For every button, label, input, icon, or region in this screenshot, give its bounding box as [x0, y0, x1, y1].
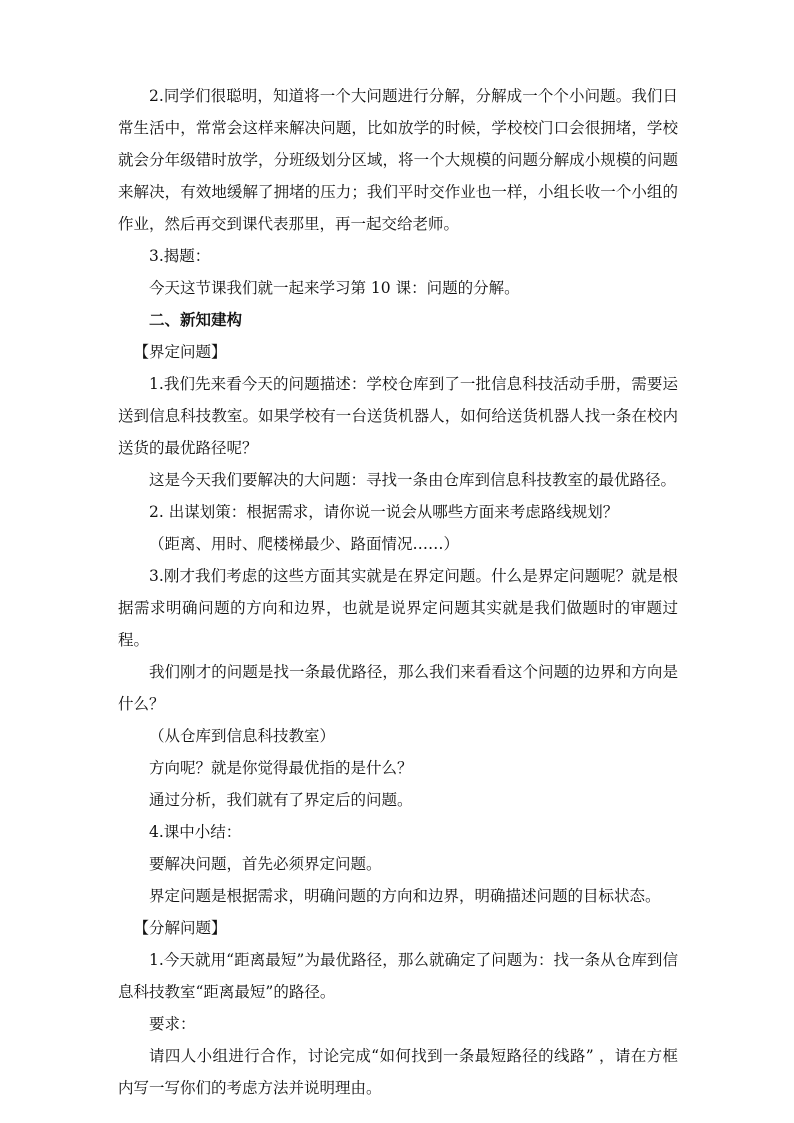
paragraph-summary-1: 要解决问题，首先必须界定问题。	[149, 855, 382, 873]
paragraph-boundary-question: 我们刚才的问题是找一条最优路径，那么我们来看看这个问题的边界和方向是什么？	[118, 663, 678, 713]
paragraph-requirements-label: 要求：	[149, 1015, 196, 1033]
paragraph-brainstorm-answers: （距离、用时、爬楼梯最少、路面情况……）	[149, 535, 460, 553]
paragraph-summary-label: 4.课中小结：	[149, 823, 242, 841]
paragraph-boundary-answer: （从仓库到信息科技教室）	[149, 727, 336, 745]
paragraph-big-problem: 这是今天我们要解决的大问题：寻找一条由仓库到信息科技教室的最优路径。	[149, 471, 677, 489]
paragraph-example-decomposition: 2.同学们很聪明，知道将一个大问题进行分解，分解成一个个小问题。我们日常生活中，常常会这样来解决问题，比如放学的时候，学校校门口会很拥堵，学校就会分年级错时放学，分班级划分区域，将一个大规模的问题分解成小规模的问题来解决，有效地缓解了拥堵的压力；我们平时交作业也一样，小组长收一个小组的作业，然后再交到课代表那里，再一起交给老师。	[118, 87, 678, 233]
section-heading-new-knowledge: 二、新知建构	[149, 310, 243, 329]
paragraph-lesson-intro: 今天这节课我们就一起来学习第 10 课：问题的分解。	[149, 279, 520, 297]
paragraph-shortest-distance: 1.今天就用“距离最短”为最优路径，那么就确定了问题为：找一条从仓库到信息科技教室“距离最短”的路径。	[118, 951, 678, 1001]
paragraph-direction-question: 方向呢？就是你觉得最优指的是什么？	[149, 759, 413, 777]
paragraph-define-explained: 3.刚才我们考虑的这些方面其实就是在界定问题。什么是界定问题呢？就是根据需求明确问题的方向和边界，也就是说界定问题其实就是我们做题时的审题过程。	[118, 567, 678, 649]
paragraph-reveal-topic-label: 3.揭题：	[149, 247, 211, 265]
paragraph-group-task: 请四人小组进行合作，讨论完成“如何找到一条最短路径的线路” ，请在方框内写一写你们的考虑方法并说明理由。	[118, 1047, 678, 1097]
document-body	[118, 80, 678, 1104]
paragraph-brainstorm: 2. 出谋划策：根据需求，请你说一说会从哪些方面来考虑路线规划？	[149, 503, 619, 521]
subheading-define-problem: 【界定问题】	[133, 343, 227, 361]
paragraph-analysis-result: 通过分析，我们就有了界定后的问题。	[149, 791, 413, 809]
subheading-decompose-problem: 【分解问题】	[133, 919, 227, 937]
paragraph-problem-description: 1.我们先来看今天的问题描述：学校仓库到了一批信息科技活动手册，需要运送到信息科技教室。如果学校有一台送货机器人，如何给送货机器人找一条在校内送货的最优路径呢？	[118, 375, 678, 457]
paragraph-summary-2: 界定问题是根据需求，明确问题的方向和边界，明确描述问题的目标状态。	[149, 887, 661, 905]
